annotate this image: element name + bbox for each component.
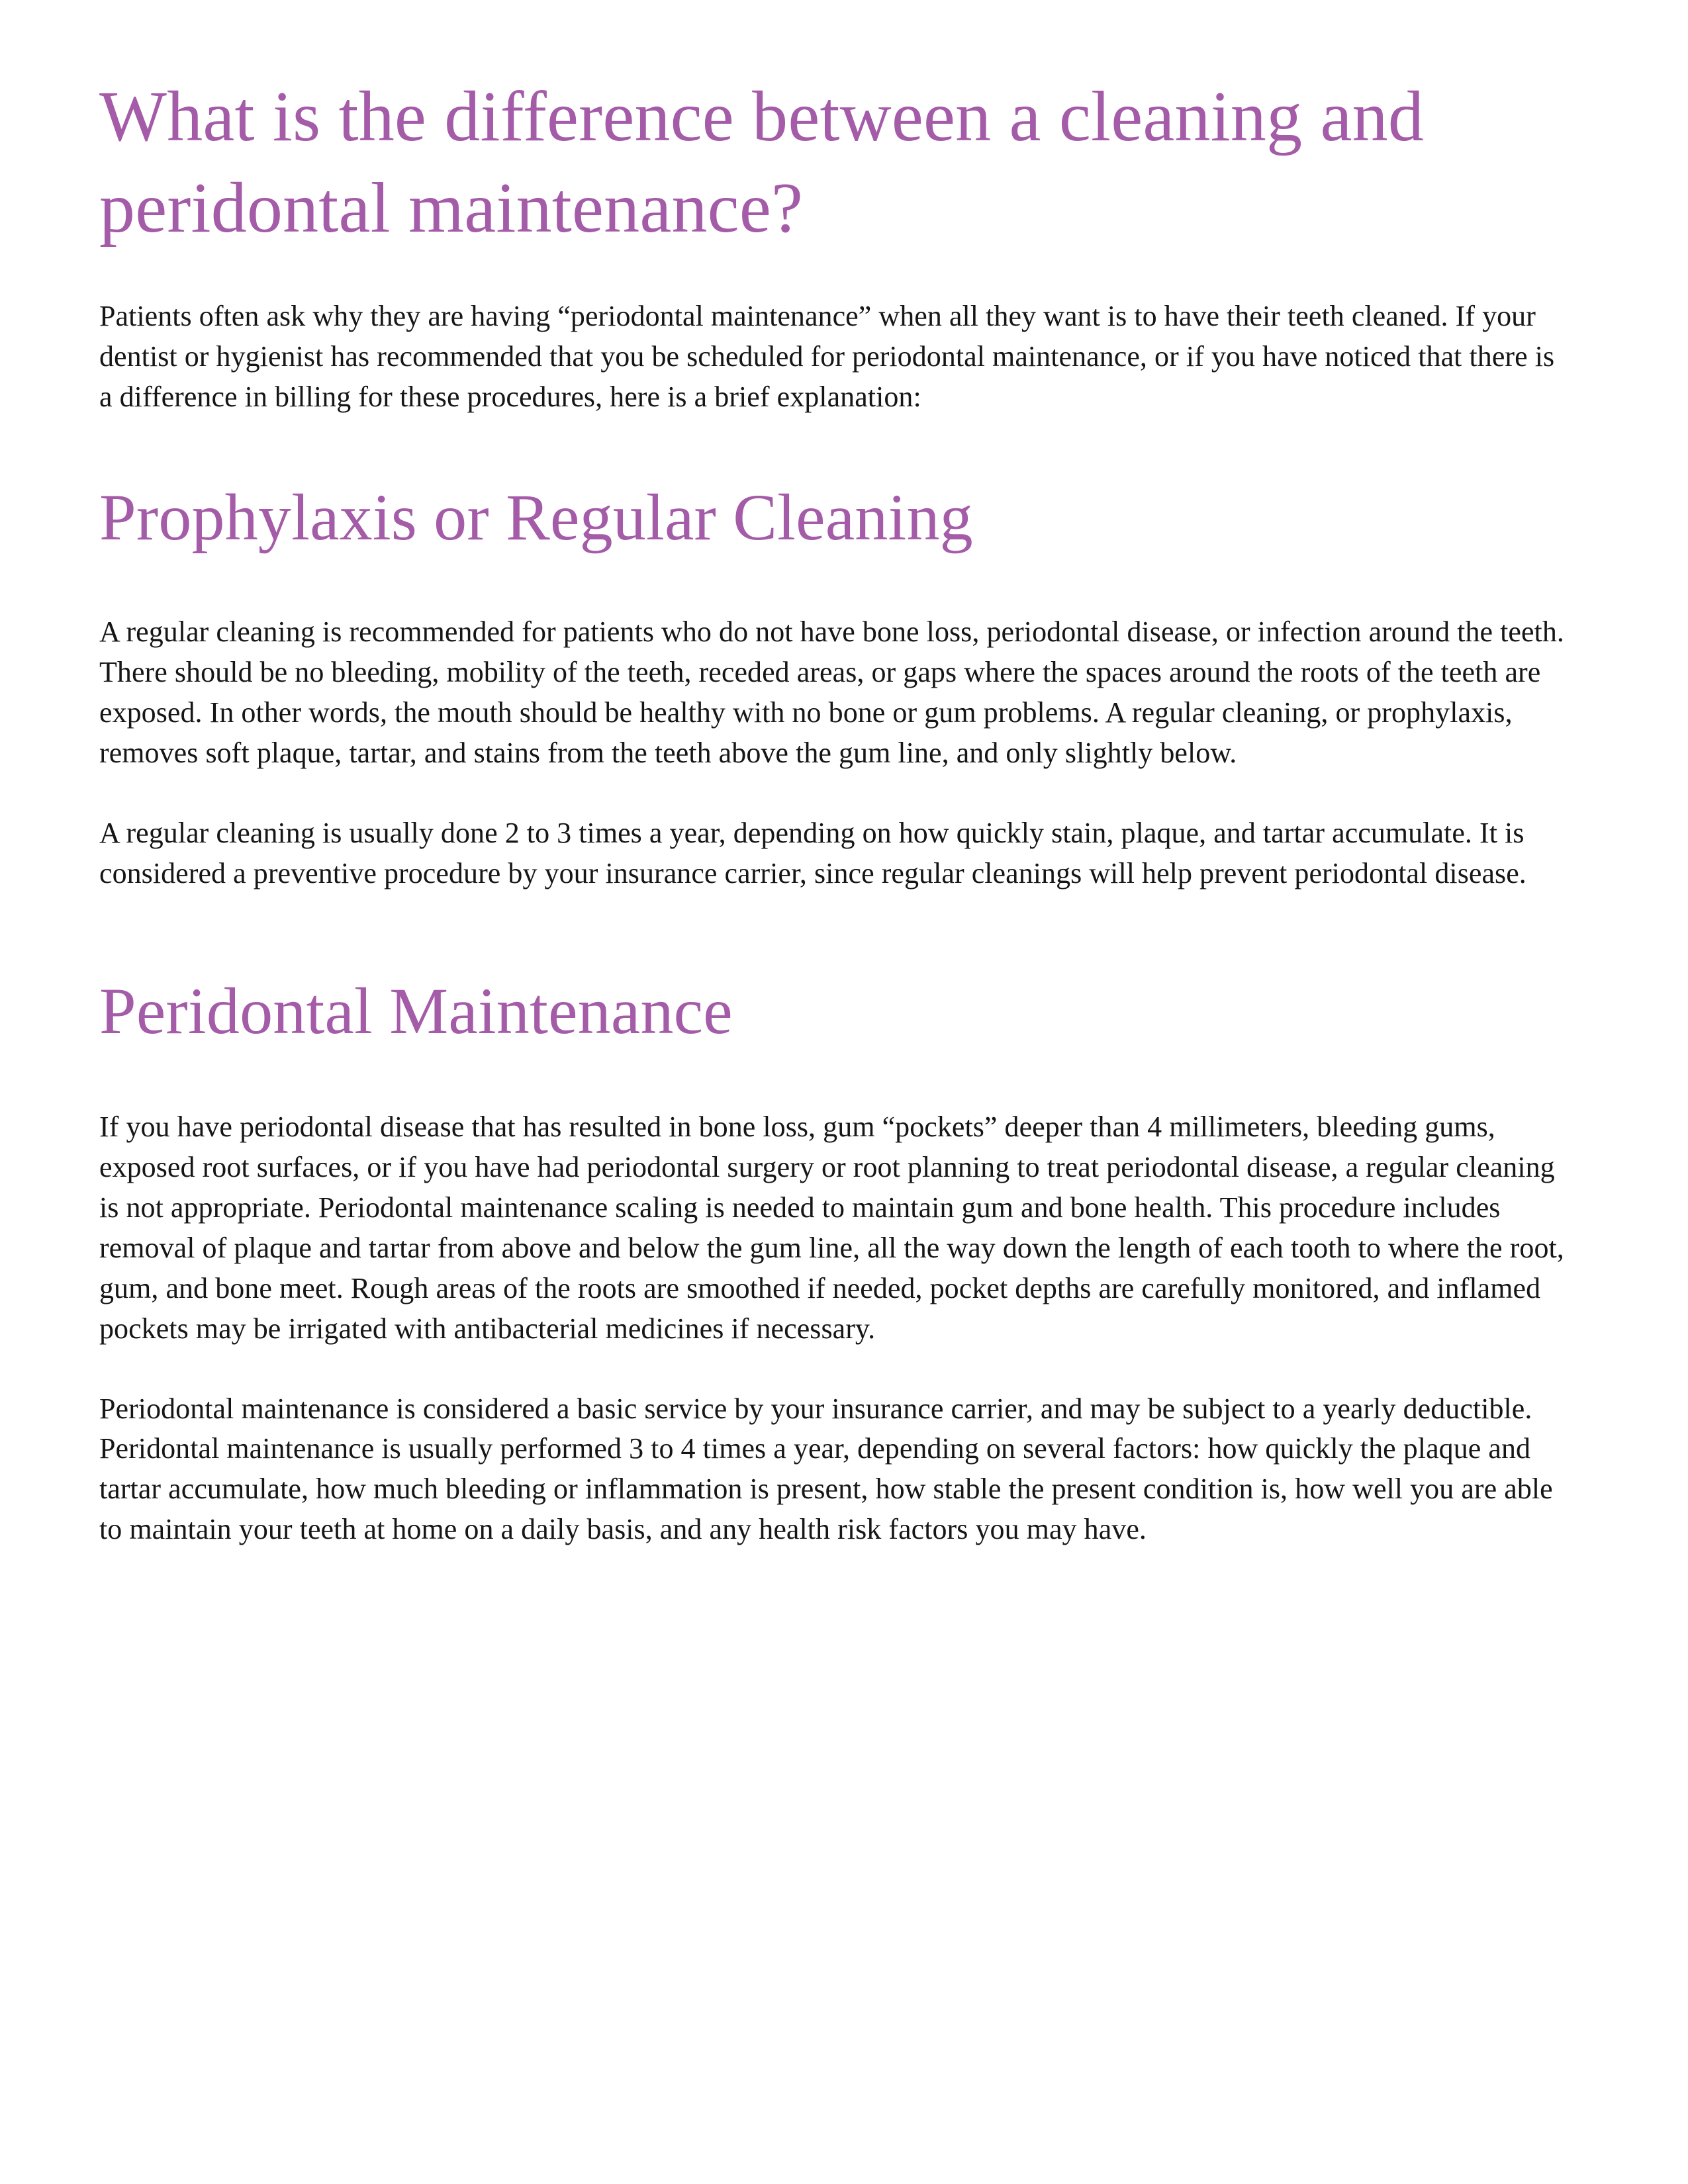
spacer	[99, 254, 1568, 296]
section-paragraph: Periodontal maintenance is considered a basic service by your insurance carrier, and may be subject to a yearly deductible. Peridontal maintenance is usually performed 3 to 4 times a year, depending on several factors: how quickly the plaque and tartar accumulate, how much bleeding or inflammation is present, how stable the present condition is, how well you are able to maintain your teeth at home on a daily basis, and any health risk factors you may have.	[99, 1392, 1553, 1546]
spacer	[99, 418, 1568, 478]
section-paragraph: A regular cleaning is usually done 2 to 3 times a year, depending on how quickly stain, plaque, and tartar accumulate. It is considered a preventive procedure by your insurance carrier, since regular cleanings will help prevent periodontal disease.	[99, 817, 1526, 889]
spacer	[99, 557, 1568, 612]
section-heading-peridontal-maintenance: Peridontal Maintenance	[99, 974, 733, 1048]
article-content	[99, 71, 1568, 1550]
section-paragraph: A regular cleaning is recommended for patients who do not have bone loss, periodontal disease, or infection around the teeth. There should be no bleeding, mobility of the teeth, receded areas, or gaps where the spaces around the roots of the teeth are exposed. In other words, the mouth should be healthy with no bone or gum problems. A regular cleaning, or prophylaxis, removes soft plaque, tartar, and stains from the teeth above the gum line, and only slightly below.	[99, 615, 1564, 770]
spacer	[99, 1349, 1568, 1389]
intro-paragraph: Patients often ask why they are having “periodontal maintenance” when all they want is to have their teeth cleaned. If your dentist or hygienist has recommended that you be scheduled for periodontal maintenance, or if you have noticed that there is a difference in billing for these procedures, here is a brief explanation:	[99, 300, 1555, 414]
section-paragraph: If you have periodontal disease that has resulted in bone loss, gum “pockets” deeper than 4 millimeters, bleeding gums, exposed root surfaces, or if you have had periodontal surgery or root planning to treat periodontal disease, a regular cleaning is not appropriate. Periodontal maintenance scaling is needed to maintain gum and bone health. This procedure includes removal of plaque and tartar from above and below the gum line, all the way down the length of each tooth to where the root, gum, and bone meet. Rough areas of the roots are smoothed if needed, pocket depths are carefully monitored, and inflamed pockets may be irrigated with antibacterial medicines if necessary.	[99, 1110, 1564, 1345]
section-peridontal-maintenance	[99, 972, 1568, 1550]
page-title: What is the difference between a cleaning and peridontal maintenance?	[99, 77, 1425, 248]
spacer	[99, 1050, 1568, 1107]
section-prophylaxis	[99, 478, 1568, 894]
spacer	[99, 894, 1568, 972]
section-heading-prophylaxis: Prophylaxis or Regular Cleaning	[99, 480, 973, 555]
spacer	[99, 774, 1568, 813]
